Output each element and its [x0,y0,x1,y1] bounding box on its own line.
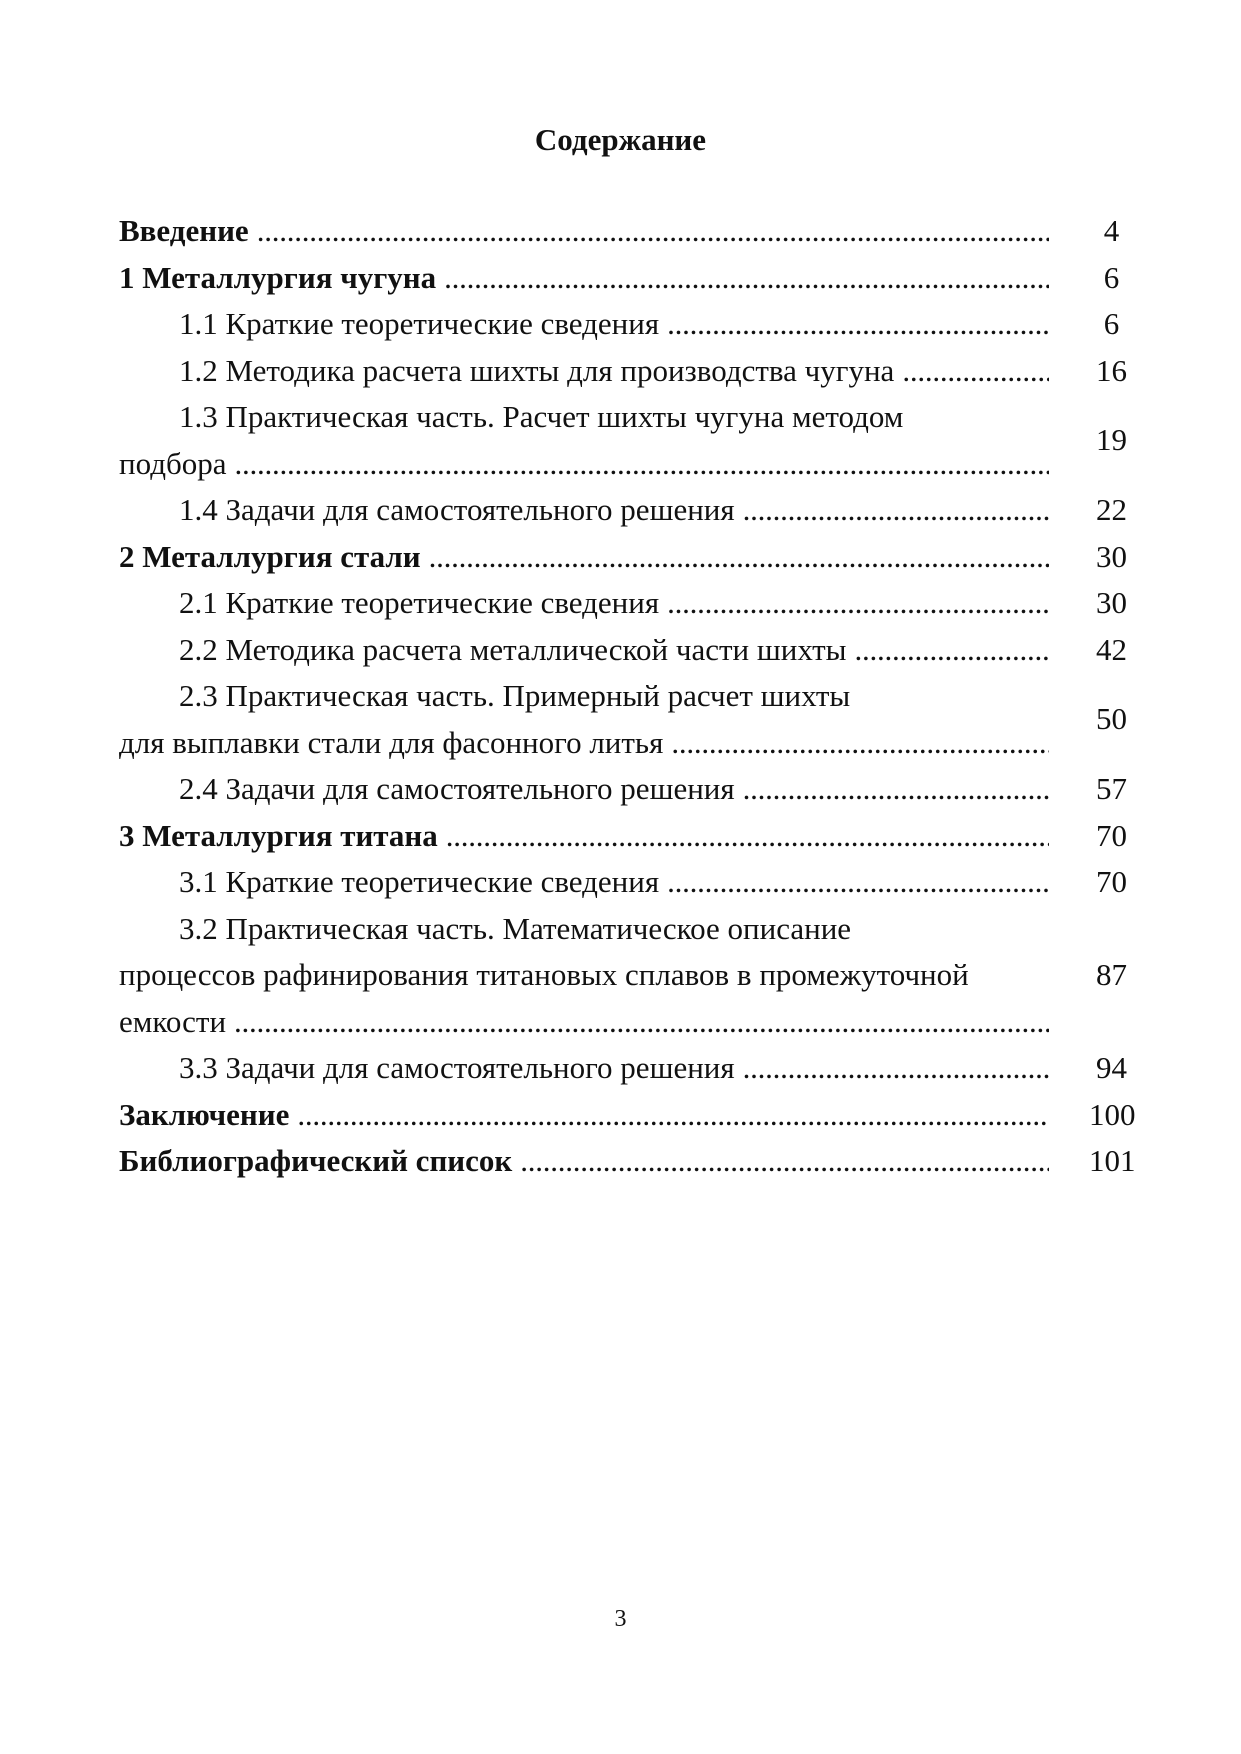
dot-leader [446,813,1049,860]
toc-entry-line [119,534,1049,581]
toc-entry-page: 19 [1096,422,1127,458]
toc-entry [119,627,1134,674]
dot-leader [297,1092,1049,1139]
toc-entry-title [119,627,1049,674]
toc-entry-text: 3 Металлургия титана [119,817,438,853]
toc-entry-title [119,1092,1049,1139]
toc-entry-title [119,813,1049,860]
toc-entry-text: емкости [119,1003,227,1039]
toc-entry [119,255,1134,302]
dot-leader [854,627,1049,674]
toc-entry-line [119,952,1049,999]
toc-entry-line [119,487,1049,534]
toc-entry-line [119,1138,1049,1185]
toc-entry-page: 22 [1096,492,1127,527]
toc-entry-line [119,1045,1049,1092]
toc-entry-page: 57 [1096,771,1127,806]
toc-entry-text: для выплавки стали для фасонного литья [119,724,664,760]
toc-entry-line [119,301,1049,348]
toc-entry-line [119,720,1049,767]
toc-entry-text: 2.1 Краткие теоретические сведения [179,585,660,620]
dot-leader [234,999,1049,1046]
dot-leader [667,859,1049,906]
toc-entry-title [119,534,1049,581]
toc-entry [119,766,1134,813]
table-of-contents [119,208,1134,1185]
toc-entry-page: 30 [1096,585,1127,620]
toc-entry-page: 6 [1103,306,1120,341]
toc-entry-page: 42 [1096,631,1127,667]
toc-entry-page: 70 [1096,817,1127,853]
dot-leader [743,766,1049,813]
toc-entry-title [119,1045,1049,1092]
toc-entry-page: 101 [1089,1143,1136,1178]
toc-entry-page: 70 [1096,864,1127,899]
toc-entry-text: Заключение [119,1096,290,1132]
toc-entry-page: 94 [1096,1050,1127,1085]
toc-entry-title [119,255,1049,302]
toc-entry-text: 3.3 Задачи для самостоятельного решения [179,1050,735,1085]
toc-entry-line [119,441,1049,488]
toc-entry-line [119,627,1049,674]
toc-entry [119,673,1134,766]
toc-entry-line [119,208,1049,255]
toc-entry-title [119,487,1049,534]
toc-entry-page: 6 [1103,259,1120,295]
toc-entry [119,1138,1134,1185]
toc-entry-text: Введение [119,213,249,248]
dot-leader [429,534,1049,581]
toc-entry [119,580,1134,627]
toc-entry [119,208,1134,255]
toc-entry-page: 87 [1096,957,1127,992]
toc-entry-line [119,673,1049,720]
toc-entry-page: 4 [1103,213,1120,248]
toc-entry-text: процессов рафинирования титановых сплавов в промежуточной [119,957,969,992]
toc-entry-title [119,673,1049,766]
toc-entry-title [119,859,1049,906]
dot-leader [902,348,1049,395]
toc-entry [119,813,1134,860]
toc-entry [119,906,1134,1046]
toc-entry-text: 1.3 Практическая часть. Расчет шихты чугуна методом [179,399,904,434]
toc-entry-line [119,813,1049,860]
toc-entry-text: 2.2 Методика расчета металлической части шихты [179,631,847,667]
toc-entry [119,534,1134,581]
toc-entry [119,1092,1134,1139]
toc-entry-title [119,1138,1049,1185]
toc-entry-text: подбора [119,445,227,481]
toc-entry-text: 3.2 Практическая часть. Математическое описание [179,910,852,946]
dot-leader [667,580,1049,627]
toc-entry-title [119,766,1049,813]
toc-entry [119,859,1134,906]
toc-entry-line [119,348,1049,395]
toc-entry [119,394,1134,487]
toc-entry-text: 1 Металлургия чугуна [119,259,437,295]
toc-entry-line [119,766,1049,813]
toc-entry-line [119,255,1049,302]
toc-entry-text: 2 Металлургия стали [119,538,421,574]
dot-leader [667,301,1049,348]
toc-entry-text: 1.2 Методика расчета шихты для производства чугуна [179,352,895,388]
toc-entry-page: 16 [1096,352,1127,388]
dot-leader [671,720,1049,767]
page-title: Содержание [534,122,707,157]
toc-entry [119,301,1134,348]
dot-leader [743,1045,1049,1092]
toc-entry [119,348,1134,395]
toc-entry-line [119,999,1049,1046]
dot-leader [257,208,1049,255]
toc-entry-page: 50 [1096,701,1127,737]
toc-entry-title [119,301,1049,348]
toc-entry-line [119,859,1049,906]
toc-entry-page: 30 [1096,538,1127,574]
toc-entry-line [119,580,1049,627]
toc-entry-text: 2.4 Задачи для самостоятельного решения [179,771,735,806]
toc-entry-title [119,208,1049,255]
toc-entry-text: 2.3 Практическая часть. Примерный расчет шихты [179,678,851,713]
toc-entry-title [119,906,1049,1046]
toc-entry-line [119,394,1049,441]
toc-entry-text: Библиографический список [119,1143,513,1178]
toc-entry-page: 100 [1089,1096,1136,1132]
toc-entry-text: 1.4 Задачи для самостоятельного решения [179,492,735,527]
toc-entry-title [119,394,1049,487]
dot-leader [743,487,1049,534]
toc-entry-title [119,348,1049,395]
toc-entry-title [119,580,1049,627]
dot-leader [235,441,1049,488]
page-number: 3 [614,1606,627,1632]
toc-entry-line [119,906,1049,953]
toc-entry-text: 3.1 Краткие теоретические сведения [179,864,660,899]
toc-entry-text: 1.1 Краткие теоретические сведения [179,306,660,341]
dot-leader [520,1138,1049,1185]
toc-entry-line [119,1092,1049,1139]
dot-leader [444,255,1049,302]
toc-entry [119,1045,1134,1092]
toc-entry [119,487,1134,534]
